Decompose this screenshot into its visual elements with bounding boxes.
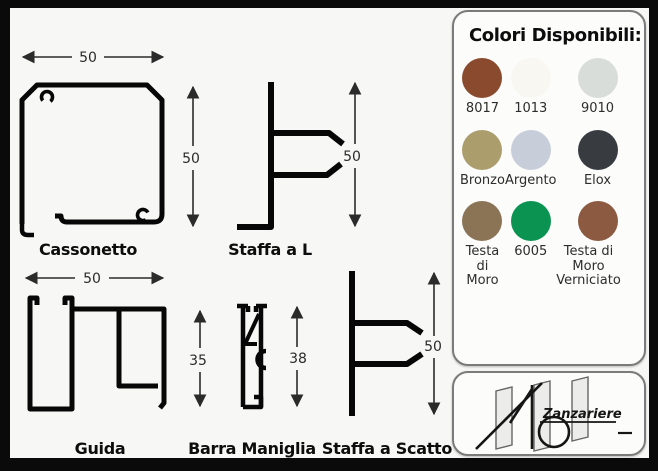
cassonetto-width-dim: 50: [79, 50, 97, 66]
clip-details: [39, 89, 150, 222]
staffa-scatto-label: Staffa a Scatto: [321, 439, 453, 458]
staffa-scatto-drawing: [340, 263, 470, 435]
color-dot: [511, 201, 551, 241]
color-swatch: [557, 130, 639, 189]
color-dot: [462, 58, 502, 98]
color-label: 9010: [580, 101, 615, 116]
color-dot: [511, 58, 551, 98]
color-swatch: [557, 58, 639, 117]
colors-panel-title: Colori Disponibili:: [469, 25, 642, 46]
color-swatch: [557, 201, 639, 289]
brand-logo: [466, 375, 636, 455]
color-swatch: [505, 130, 557, 189]
guida-drawing: [15, 270, 230, 420]
staffa-l-drawing: [235, 38, 395, 248]
cassonetto-label: Cassonetto: [38, 240, 138, 259]
barra-maniglia-drawing: [235, 298, 335, 418]
profile-outline: [22, 85, 162, 235]
profile-outline: [352, 271, 422, 416]
staffa-l-label: Staffa a L: [228, 240, 312, 259]
color-swatch: [460, 58, 505, 117]
color-dot: [578, 130, 618, 170]
barra-maniglia-label: Barra Maniglia: [188, 439, 316, 458]
staffa-l-height-dim: 50: [343, 149, 361, 165]
cassonetto-height-dim: 50: [182, 151, 200, 167]
color-dot: [578, 201, 618, 241]
guida-height-dim: 35: [189, 353, 207, 369]
staffa-scatto-height-dim: 50: [424, 339, 442, 355]
profile-outline: [30, 298, 164, 409]
color-dot: [578, 58, 618, 98]
guida-width-dim: 50: [83, 271, 101, 287]
color-label: Bronzo: [460, 172, 505, 188]
color-label: 8017: [465, 101, 500, 116]
color-dot: [511, 130, 551, 170]
color-swatch: [505, 58, 557, 117]
barra-maniglia-height-dim: 38: [289, 351, 307, 367]
color-label: 6005: [514, 244, 548, 260]
logo-graphic: [466, 375, 636, 455]
color-dot: [462, 201, 502, 241]
swatch-grid: [454, 46, 644, 289]
color-swatch: [460, 201, 505, 289]
color-label: Testa di Moro Verniciato: [556, 244, 621, 289]
color-label: Testa di Moro: [465, 244, 500, 289]
profile-outline: [237, 306, 267, 407]
color-label: 1013: [514, 101, 548, 116]
color-label: Argento: [504, 172, 557, 188]
color-label: Elox: [583, 172, 612, 188]
brand-name: Zanzariere: [543, 407, 622, 422]
logo-panel: [452, 371, 646, 456]
cassonetto-drawing: [10, 38, 230, 248]
color-dot: [462, 130, 502, 170]
color-swatch: [460, 130, 505, 189]
colors-panel: [452, 10, 646, 366]
profile-outline: [237, 82, 343, 227]
content-area: [10, 8, 649, 458]
guida-label: Guida: [74, 439, 126, 458]
